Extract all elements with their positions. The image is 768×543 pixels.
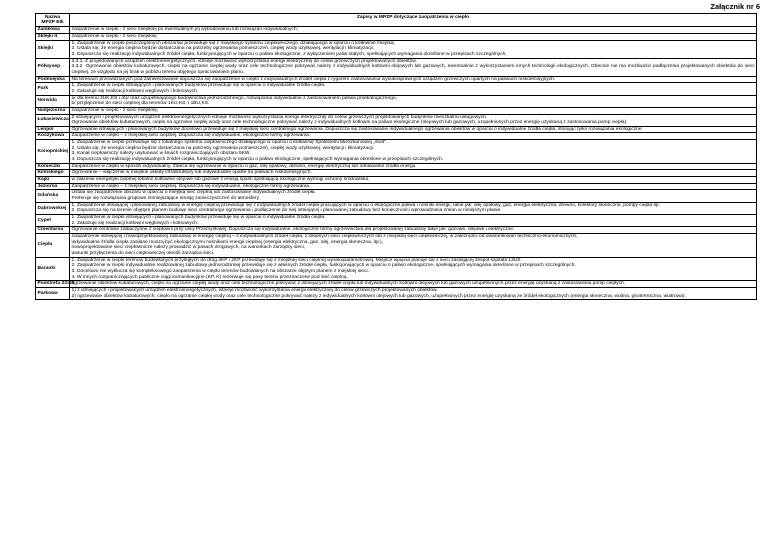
plan-name-cell: Kajki bbox=[36, 177, 70, 184]
table-row bbox=[36, 27, 757, 34]
provision-cell bbox=[70, 227, 757, 234]
provision-line: zaopatrzenie w ciepło - z sieci miejskiej; bbox=[71, 107, 158, 113]
plan-name-cell: Jeziorna bbox=[36, 183, 70, 190]
table-row bbox=[36, 170, 757, 177]
plan-name-cell: Nadjeziorna bbox=[36, 107, 70, 114]
provision-cell bbox=[70, 170, 757, 177]
provision-cell bbox=[70, 233, 757, 257]
table-row bbox=[36, 40, 757, 58]
provision-cell bbox=[70, 287, 757, 299]
provision-cell bbox=[70, 33, 757, 40]
plan-name-cell: Cmentarna bbox=[36, 227, 70, 234]
provision-line: 2. Ustala się, że energia cieplna będzie dostarczana na potrzeby ogrzewania pomieszczeń, ciepłej wody użytkowej, wentylacji i klimatyzacji. bbox=[71, 46, 375, 52]
provision-line: 3. Docelowo nie wyklucza się kompleksowego zaopatrzenia w ciepło terenów budowlanych na obszarze objętym planem z miejskiej sieci. bbox=[71, 268, 369, 274]
provision-cell bbox=[70, 202, 757, 214]
provision-line: w zakresie energetyki cieplnej lokalne kotłownie olejowe lub gazowe z emisją spalin spełniającą ekologiczne wymogi ochrony środowiska. bbox=[71, 177, 370, 183]
table-row bbox=[36, 83, 757, 95]
table-row bbox=[36, 183, 757, 190]
provision-line: 2. Zakazuje się realizacji kotłowni węglowych i koksowych. bbox=[71, 220, 199, 226]
plan-name-cell: Koszykowa bbox=[36, 133, 70, 140]
provision-cell bbox=[70, 257, 757, 281]
plan-name-cell: Sklejki bbox=[36, 40, 70, 58]
provision-line: zaopatrzenie w ciepło - z sieci miejskiej po ewentualnym jej wybudowaniu lub rozwiązań indywidualnych; bbox=[71, 27, 298, 33]
table-row bbox=[36, 202, 757, 214]
provision-line: 2. Dopuszcza się na terenie objętym planem budowę sieci centralnego ogrzewania i podłączenie do niej istniejącej i planowanej zabudowy bez konieczności wprowadzania zmian w niniejszym planie. bbox=[71, 208, 502, 214]
plan-name-cell: Konopnickiej bbox=[36, 140, 70, 164]
provision-line: 1. Zaopatrzenie w ciepło poszczególnych obszarów przewiduje się z miejskiego systemu ciepłowniczego, działającego w oparciu o kotłownie miejską. bbox=[71, 40, 395, 46]
mpzp-heating-table bbox=[35, 13, 757, 300]
table-row bbox=[36, 281, 757, 288]
provision-cell bbox=[70, 83, 757, 95]
provision-line: Z istniejących i projektowanych urządzeń elektroenergetycznych istnieje możliwość wykorzystania energii elektrycznej do celów grzewczych projektowanych budynków mieszkalno-usługowych. bbox=[71, 114, 488, 120]
plan-name-cell: Ciepła bbox=[36, 233, 70, 257]
provision-cell bbox=[70, 40, 757, 58]
plan-name-cell: Gdańska bbox=[36, 190, 70, 202]
table-row bbox=[36, 140, 757, 164]
provision-line: 2. Zakazuje się realizacji kotłowni węglowych i koksowych. bbox=[71, 88, 199, 94]
provision-cell bbox=[70, 190, 757, 202]
provision-cell bbox=[70, 163, 757, 170]
plan-name-cell: Park bbox=[36, 83, 70, 95]
table-row bbox=[36, 76, 757, 83]
plan-name-cell: Norwida bbox=[36, 95, 70, 107]
provision-line: 1. Zaopatrzenie w ciepło istniejących i planowanych budynków przewiduje się w oparciu o indywidualne źródła ciepła. bbox=[71, 83, 326, 89]
table-row bbox=[36, 177, 757, 184]
provision-line: ogrzewanie obiektów kubaturowych, ciepło na ogrzanie ciepłej wody oraz cele technologiczne pokrywać z istniejących źródeł ciepła lub indywidualnych kotłowni olejowych lub gazowych uzupełnionych przez energię uzyskaną z zastosowania pomp ciepłych. bbox=[71, 281, 626, 287]
provision-line: warunki przyłączenia do sieci ciepłowniczej określi zarządca sieci. bbox=[71, 250, 215, 256]
provision-line: 2. Zaopatrzenie w ciepło indywidualnie realizowanej zabudowy jednorodzinnej przewiduje się z własnych źródeł ciepła, funkcjonujących w oparciu o paliwo ekologiczne, spełniających wymagania określone w przepisach szczególnych. bbox=[71, 263, 576, 269]
provision-line: Ogrzewanie centralne zdalaczynne z ciepłowni przy ulicy Przemysłowej. Dopuszcza się indywidualne, ekologiczne formy ogrzewnictwa dla projektowanej zabudowy takie jak: gazowe, olejowe i elektryczne. bbox=[71, 227, 515, 233]
table-row bbox=[36, 287, 757, 299]
provision-cell bbox=[70, 126, 757, 133]
plan-name-cell: Półwysep bbox=[36, 58, 70, 76]
table-row bbox=[36, 215, 757, 227]
provision-line: nowoprojektowane sieci ciepłownicze należy prowadzić w pasach drogowych, na warunkach zarządcy sieci, bbox=[71, 245, 306, 251]
table-header-row bbox=[36, 14, 757, 27]
table-row bbox=[36, 233, 757, 257]
plan-name-cell: Łukasiewicza bbox=[36, 114, 70, 126]
plan-name-cell: Konieczki bbox=[36, 163, 70, 170]
provision-line: Zaopatrzenie w ciepło w sposób indywidualny. Zaleca się ogrzewanie w oparciu o gaz, olej opałowy, drewno, energię elektryczną lub odnawialne źródła energii. bbox=[71, 163, 417, 169]
plan-name-cell: Podstrefa SSSE bbox=[37, 281, 75, 287]
provision-cell bbox=[70, 140, 757, 164]
provision-line: 2) ogrzewanie obiektów kubaturowych, ciepło na ogrzanie ciepłej wody oraz cele technologiczne pokrywać należy z indywidualnych kotłowni olejowych lub gazowych, uzupełnionych przez energię uzyskaną ze źródeł ekologicznych (energia słoneczna, wodna, geotermiczna, wiatrowa). bbox=[71, 293, 686, 299]
provision-line: Ogrzewanie obiektów kubaturowych, ciepło na ogrzanie ciepłej wody oraz cele technologiczne pokrywać należy z indywidualnych kotłowni na paliwo ekologiczne (olejowych lub gazowych, uzupełnionych przez energię uzyskaną z zastosowania pomp ciepła). bbox=[71, 120, 628, 126]
table-row bbox=[36, 227, 757, 234]
plan-name-cell: Dąbrowskiej bbox=[36, 202, 70, 214]
header-plan-name: Nazwa MPZP Elk bbox=[36, 14, 70, 27]
plan-name-cell: Kilińskiego bbox=[36, 170, 70, 177]
provision-line: 1. Zaopatrzenie w ciepło terenów budowlanych przyległych do dróg 3KP i 2KP przewiduje się z miejskiej sieci cieplnej wysokoparametrowej. Miejsce wpięcia planuje się z sieci zasilającej zespół szpitala 13UZ. bbox=[71, 257, 522, 263]
provision-line: Preferuje się rozwiązania grupowe zmniejszające emisję zanieczyszczeń do atmosfery bbox=[71, 196, 260, 202]
provision-line: Ustala się zaopatrzenie obszaru w oparciu o miejską sieć cieplną lub zastosowanie indywidualnych źródeł ciepła. bbox=[71, 190, 316, 196]
plan-name-cell: Cypel bbox=[36, 215, 70, 227]
provision-line: 2. Ustala się, że energia cieplna będzie dostarczana na potrzeby ogrzewania pomieszczeń, ciepłej wody użytkowej, wentylacji i klimatyzacji. bbox=[71, 145, 375, 151]
plan-name-cell: Zamkowa bbox=[36, 27, 70, 34]
table-row bbox=[36, 114, 757, 126]
provision-line: 1. Zaopatrzenie w ciepło istniejących i planowanych budynków przewiduje się w oparciu o indywidualne źródła ciepła. bbox=[71, 215, 326, 220]
annex-label: Załącznik nr 6 bbox=[710, 2, 760, 11]
provision-line: 1. Zaopatrzenie istniejącej i planowanej zabudowy w energię cieplną przewiduje się z indywidualnych źródeł ciepła pracujących w oparciu o ekologiczne paliwa i nośniki energii, takie jak: olej opałowy, gaz, energia elektryczna, drewno, kolektory słoneczne, pompy ciepła itp. bbox=[71, 202, 660, 208]
plan-name-cell: Lenpol bbox=[36, 126, 70, 133]
provision-line: 4. Dopuszcza się realizację indywidualnych źródeł ciepła, funkcjonujących w oparciu o paliwo ekologiczne, spełniających wymagania określone w przepisach szczególnych. bbox=[71, 157, 444, 163]
table-row bbox=[36, 133, 757, 140]
provision-line: b/ przyłączenie do sieci cieplnej dla terenów 1KU,KS, i 1BU,KS. bbox=[71, 101, 210, 107]
table-row bbox=[36, 95, 757, 107]
provision-line: a/ dla terenu 3UK,KS i 4U/ oraz uzupełniającego budownictwa jednorodzinnego, rozwiązania indywidualne z zastosowaniem paliwa proekologicznego, bbox=[71, 95, 397, 101]
provision-line: Zaopatrzenie w ciepło – z miejskiej sieci cieplnej. Dopuszcza się indywidualne, ekologiczne formy ogrzewania. bbox=[71, 183, 311, 189]
plan-name-cell: Parkowa bbox=[36, 287, 70, 299]
provision-cell bbox=[70, 95, 757, 107]
provision-line: indywidualne źródła ciepła zasilane muszą być ekologicznymi nośnikami energii cieplnej (energia elektryczna, gaz, olej, energia słoneczna, itp.), bbox=[71, 239, 384, 245]
provision-line: 3. Kanał ciepłowniczy należy usytuować w liniach rozgraniczających obszaru 5KW. bbox=[71, 151, 251, 157]
plan-name-cell: Baranki bbox=[36, 257, 70, 281]
provision-line: Zaopatrzenie w ciepło – z miejskiej sieci cieplnej. Dopuszcza się indywidualne, ekologiczne formy ogrzewania. bbox=[71, 133, 311, 139]
provision-cell bbox=[70, 27, 757, 34]
provision-line: 3. Dopuszcza się realizację indywidualnych źródeł ciepła, funkcjonujących w oparciu o paliwo ekologiczne, z wyłączeniem paliw stałych, spełniających wymagania określone w przepisach szczególnych. bbox=[71, 51, 507, 57]
provision-cell bbox=[70, 76, 757, 83]
provision-line: Na terenach przewidzianych pod zainwestowanie dopuszcza się zaopatrzenie w ciepło z indywidualnych źródeł ciepła z rygorem zastosowania wysokosprawnych urządzeń grzewczych opartych na paliwach niskoemisyjnych. bbox=[71, 76, 556, 82]
provision-cell bbox=[70, 177, 757, 184]
table-row bbox=[36, 58, 757, 76]
provision-cell bbox=[70, 215, 757, 227]
provision-cell bbox=[70, 107, 757, 114]
table-row bbox=[36, 107, 757, 114]
provision-line: 1) z istniejących i projektowanych urządzeń elektroenergetycznych, istnieje możliwość wykorzystania energii elektrycznej do celów grzewczych projektowanych obiektów, bbox=[71, 287, 438, 293]
provision-line: zaopatrzenie w ciepło - z sieci miejskiej bbox=[71, 33, 157, 39]
provision-line: 3.3.1. Z projektowanych urządzeń elektroenergetycznych, istnieje możliwość wykorzystania energii elektrycznej do celów grzewczych projektowanych obiektów. bbox=[71, 58, 417, 64]
table-row bbox=[36, 163, 757, 170]
provision-line: 3.3.2. Ogrzewanie obiektów kubaturowych, ciepło na ogrzanie ciepłej wody oraz cele technologiczne pokrywać należy z indywidualnych kotłowni olejowych lub gazowych, ewentualnie z wykorzystaniem innych technologii ekologicznych. Obecnie nie ma możliwości podłączenia projektowanych obiektów do sieci cieplnej, ze względu na jej brak w pobliżu terenu objętego opracowaniem planu. bbox=[71, 64, 755, 75]
table-body bbox=[36, 27, 757, 300]
provision-line: 4. W innych rozgraniczających publiczne ciągi komunikacyjne (KP, K) rezerwuje się pasy terenu przeznaczone pod sieć cieplną. bbox=[71, 274, 348, 280]
table-row bbox=[36, 257, 757, 281]
plan-name-cell: Sklejki II bbox=[36, 33, 70, 40]
table-row bbox=[36, 190, 757, 202]
provision-cell bbox=[70, 114, 757, 126]
provision-cell bbox=[70, 133, 757, 140]
provision-cell bbox=[70, 183, 757, 190]
table-row bbox=[36, 126, 757, 133]
header-provisions: Zapisy w MPZP dotyczące zaopatrzenia w ciepło bbox=[70, 14, 757, 27]
provision-line: Ogrzewanie – włączenie w miejskie układy infrastruktury lub indywidualne oparte na paliwach niskoemisyjnych. bbox=[71, 170, 312, 176]
provision-cell bbox=[70, 281, 757, 288]
provision-line: zaopatrzenie istniejącej i nowoprojektowanej zabudowy w energię cieplną – z indywidualnych źródeł ciepła, z lokalnych sieci ciepłowniczych lub z miejskiej sieci ciepłowniczej, w zależności od uwarunkowań techniczno-ekonomicznych, bbox=[71, 233, 578, 239]
plan-name-cell: Podmiejska bbox=[36, 76, 70, 83]
provision-line: Ogrzewanie istniejących i planowanych budynków docelowo przewiduje się z miejskiej sieci centralnego ogrzewania. Dopuszcza się zastosowanie indywidualnego ogrzewania obiektów w oparciu o indywidualne źródła ciepła, stosując tylko rozwiązania ekologiczne. bbox=[71, 126, 643, 132]
table-row bbox=[36, 33, 757, 40]
provision-line: 1. Zaopatrzenie w ciepło przewiduje się z lokalnego systemu ciepłowniczego działającego w oparciu o kotłownię Spółdzielni Mieszkaniowej „Świt". bbox=[71, 140, 388, 146]
provision-cell bbox=[70, 58, 757, 76]
